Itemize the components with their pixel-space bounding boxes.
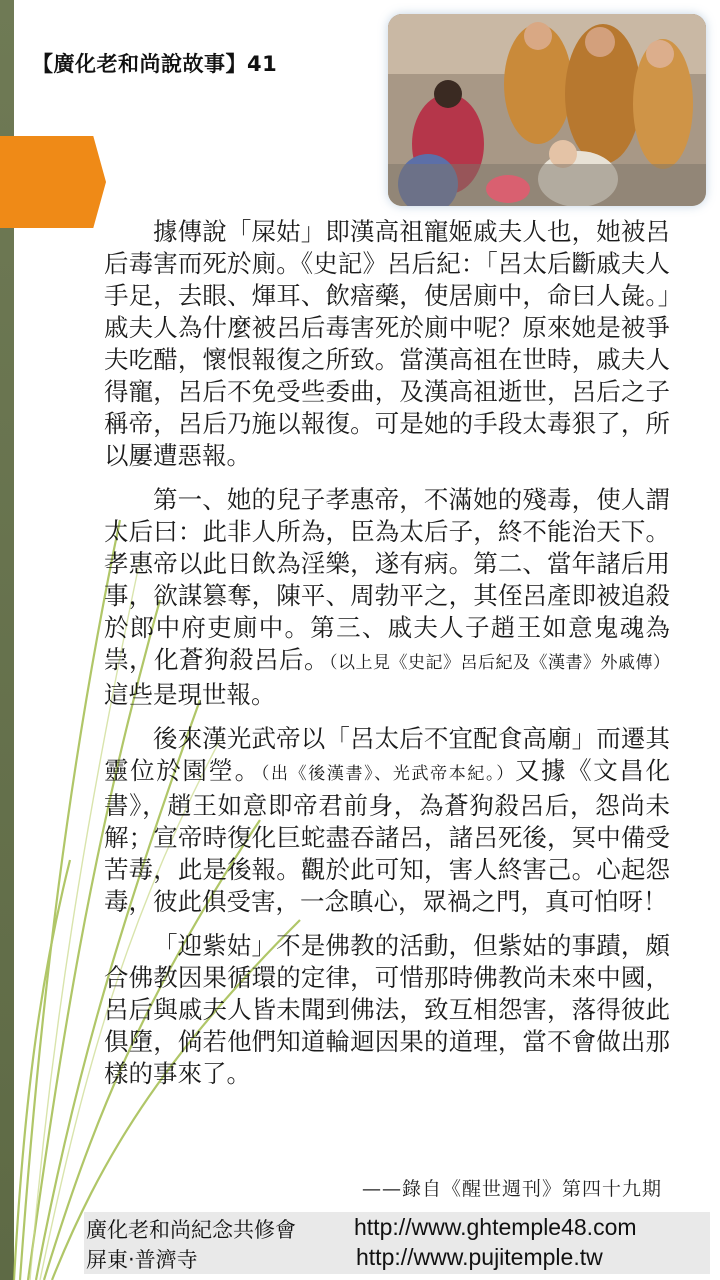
source-citation: ——錄自《醒世週刊》第四十九期 xyxy=(361,1178,662,1200)
paragraph-1 xyxy=(104,216,670,472)
paragraph-2-text-end: 這些是現世報。 xyxy=(104,680,276,709)
page-title: 【廣化老和尚說故事】41 xyxy=(32,52,278,76)
footer-url-pujitemple[interactable]: http://www.pujitemple.tw xyxy=(356,1244,603,1270)
paragraph-3-text: 後來漢光武帝以「呂太后不宜配食高廟」而遷其靈位於園塋。 xyxy=(104,724,670,785)
paragraph-2 xyxy=(104,484,670,711)
paragraph-3 xyxy=(104,723,670,918)
orange-arrow-tab xyxy=(0,136,106,228)
footer-temple: 屏東‧普濟寺 xyxy=(86,1248,198,1272)
paragraph-3-text-end: 又據《文昌化書》，趙王如意即帝君前身，為蒼狗殺呂后，怨尚未解；宣帝時復化巨蛇盡吞諸呂，諸呂死後，冥中備受苦毒，此是後報。觀於此可知，害人終害己。心起怨毒，彼此俱受害，一念瞋心，眾禍之門，真可怕呀！ xyxy=(104,756,671,916)
article-body xyxy=(104,216,670,1102)
paragraph-4 xyxy=(104,930,670,1090)
paragraph-2-text: 第一、她的兒子孝惠帝，不滿她的殘毒，使人謂太后曰：此非人所為，臣為太后子，終不能治天下。孝惠帝以此日飲為淫樂，遂有病。第二、當年諸后用事，欲謀篡奪，陳平、周勃平之，其侄呂產即被追殺於郎中府吏廁中。第三、戚夫人子趙王如意鬼魂為祟，化蒼狗殺呂后。 xyxy=(104,485,670,674)
paragraph-1-text: 據傳說「屎姑」即漢高祖寵姬戚夫人也，她被呂后毒害而死於廁。《史記》呂后紀：「呂太后斷戚夫人手足，去眼、煇耳、飲瘖藥，使居廁中，命曰人彘。」戚夫人為什麼被呂后毒害死於廁中呢？原來她是被爭夫吃醋，懷恨報復之所致。當漢高祖在世時，戚夫人得寵，呂后不免受些委曲，及漢高祖逝世，呂后之子稱帝，呂后乃施以報復。可是她的手段太毒狠了，所以屢遭惡報。 xyxy=(104,217,670,470)
paragraph-2-note: （以上見《史記》呂后紀及《漢書》外戚傳） xyxy=(329,653,670,673)
header-photo xyxy=(388,14,706,206)
monks-photo-image xyxy=(388,14,706,206)
paragraph-4-text: 「迎紫姑」不是佛教的活動，但紫姑的事蹟，頗合佛教因果循環的定律，可惜那時佛教尚未來中國，呂后與戚夫人皆未聞到佛法，致互相怨害，落得彼此俱墮，倘若他們知道輪迴因果的道理，當不會做出那樣的事來了。 xyxy=(104,931,670,1088)
paragraph-3-note: （出《後漢書》、光武帝本紀。） xyxy=(260,764,515,784)
footer-url-ghtemple[interactable]: http://www.ghtemple48.com xyxy=(354,1214,637,1240)
footer-org: 廣化老和尚紀念共修會 xyxy=(86,1218,296,1242)
